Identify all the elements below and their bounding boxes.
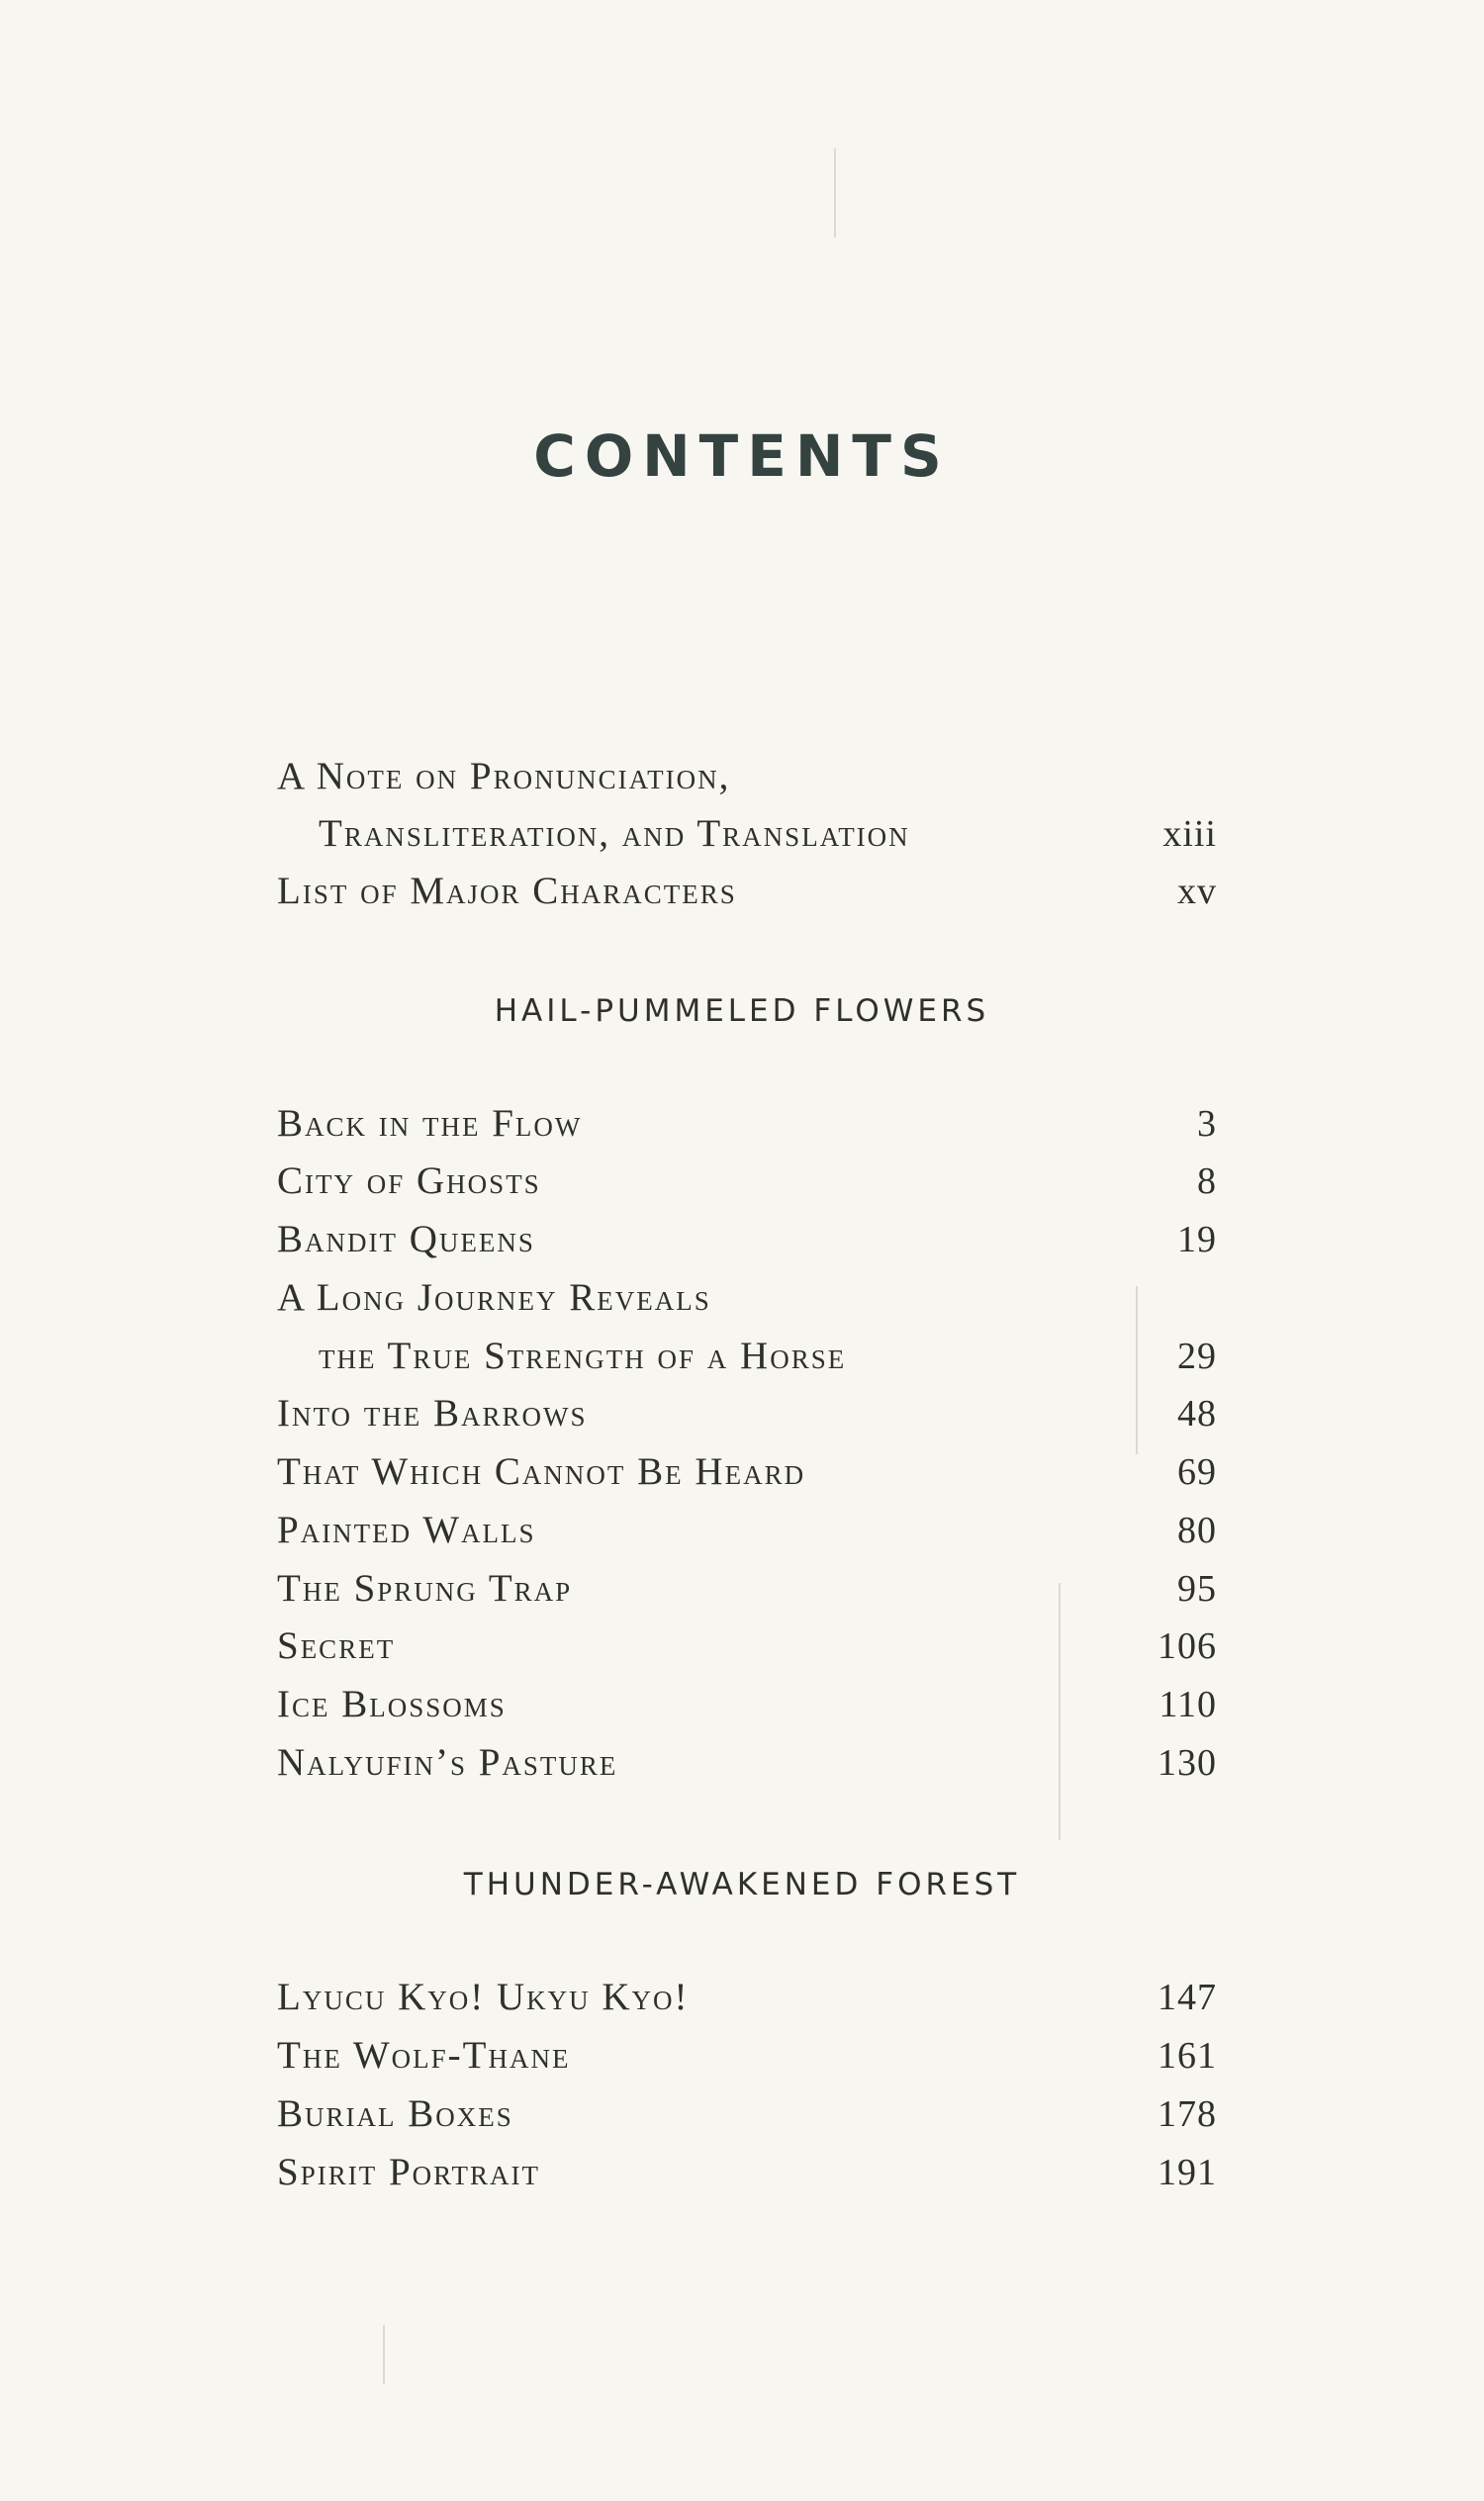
toc-entry-title: Transliteration, and Translation	[319, 812, 910, 855]
toc-entry-title: List of Major Characters	[277, 870, 737, 912]
toc-entry[interactable]	[277, 1969, 1217, 2026]
toc-entry[interactable]	[277, 1385, 1217, 1442]
toc-entry[interactable]	[277, 1153, 1217, 1210]
part-heading-hail-pummeled-flowers: HAIL-PUMMELED FLOWERS	[494, 993, 990, 1029]
toc-entry[interactable]	[277, 1734, 1217, 1792]
toc-entry[interactable]	[277, 1502, 1217, 1559]
toc-entry-title: City of Ghosts	[277, 1159, 541, 1202]
toc-entry-note-on-pronunciation[interactable]	[277, 748, 1217, 805]
toc-entry-title: Secret	[277, 1624, 396, 1667]
page-title: CONTENTS	[533, 422, 951, 490]
toc-entry-page: 130	[1158, 1742, 1217, 1784]
part-heading-thunder-awakened-forest: THUNDER-AWAKENED FOREST	[463, 1867, 1021, 1902]
toc-entry-page: 161	[1158, 2035, 1217, 2077]
toc-entry-title: Lyucu Kyo! Ukyu Kyo!	[277, 1976, 690, 2018]
toc-entry-title: A Long Journey Reveals	[277, 1276, 711, 1319]
toc-entry[interactable]	[277, 2144, 1217, 2201]
toc-entry-page: 147	[1158, 1977, 1217, 2018]
toc-entry-list-of-major-characters[interactable]	[277, 863, 1217, 920]
toc-entry-title: Ice Blossoms	[277, 1683, 507, 1725]
paper-mark	[383, 2325, 385, 2384]
toc-entry[interactable]	[277, 1676, 1217, 1733]
toc-entry-title: Spirit Portrait	[277, 2151, 540, 2193]
toc-entry-title: the True Strength of a Horse	[319, 1335, 847, 1377]
toc-entry[interactable]	[277, 1618, 1217, 1675]
toc-entry-title: The Wolf-Thane	[277, 2034, 571, 2077]
toc-entry-title: Into the Barrows	[277, 1392, 588, 1435]
toc-entry-page: 8	[1197, 1160, 1217, 1202]
toc-entry-title: Burial Boxes	[277, 2092, 513, 2135]
toc-entry-page: 110	[1159, 1684, 1217, 1725]
toc-entry-page: xv	[1177, 871, 1217, 912]
paper-mark	[1059, 1583, 1061, 1840]
toc-entry[interactable]	[277, 1269, 1217, 1327]
toc-entry-page: xiii	[1162, 813, 1217, 855]
toc-entry-page: 191	[1158, 2152, 1217, 2193]
toc-entry-title: That Which Cannot Be Heard	[277, 1450, 806, 1493]
paper-mark	[1136, 1286, 1138, 1454]
toc-entry[interactable]	[277, 1211, 1217, 1268]
toc-entry[interactable]	[277, 1560, 1217, 1618]
toc-entry[interactable]	[277, 2027, 1217, 2084]
toc-entry-title: The Sprung Trap	[277, 1567, 573, 1610]
toc-entry-page: 69	[1177, 1451, 1217, 1493]
toc-entry[interactable]	[277, 1443, 1217, 1501]
toc-entry-page: 106	[1158, 1625, 1217, 1667]
toc-entry-page: 178	[1158, 2093, 1217, 2135]
paper-mark	[834, 148, 836, 237]
toc-entry-note-on-pronunciation-continued[interactable]	[277, 805, 1217, 863]
toc-entry-title: Nalyufin’s Pasture	[277, 1741, 618, 1784]
toc-entry-page: 19	[1177, 1219, 1217, 1260]
toc-entry-page: 29	[1177, 1336, 1217, 1377]
toc-entry-title: Painted Walls	[277, 1509, 536, 1551]
toc-entry-page: 48	[1177, 1393, 1217, 1435]
toc-entry-title: Back in the Flow	[277, 1102, 583, 1145]
toc-entry-page: 80	[1177, 1510, 1217, 1551]
toc-entry-title: A Note on Pronunciation,	[277, 755, 731, 797]
toc-entry-continued[interactable]	[277, 1328, 1217, 1385]
toc-entry-page: 3	[1197, 1103, 1217, 1145]
toc-entry-title: Bandit Queens	[277, 1218, 535, 1260]
toc-entry[interactable]	[277, 2085, 1217, 2143]
toc-entry[interactable]	[277, 1095, 1217, 1153]
toc-entry-page: 95	[1177, 1568, 1217, 1610]
